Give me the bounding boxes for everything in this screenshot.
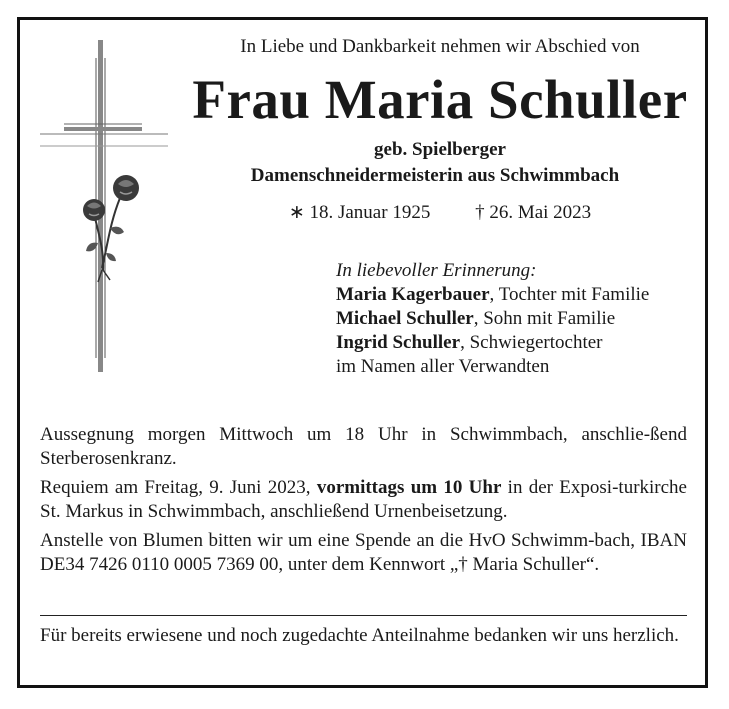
birth-date: ∗ 18. Januar 1925 [288,202,431,223]
thanks-paragraph: Für bereits erwiesene und noch zugedachte Anteilnahme bedanken wir uns herzlich. [40,625,679,646]
requiem-text-end: in der Exposi-turkirche St. Markus in Schwimmbach, anschließend Urnenbeisetzung. [40,477,687,522]
requiem-paragraph [40,476,687,524]
remembrance-block [336,259,706,379]
mourner-name: Michael Schuller [336,308,474,329]
remembrance-heading: In liebevoller Erinnerung: [336,260,537,281]
remembrance-closing: im Namen aller Verwandten [336,356,550,377]
cross-with-roses-icon [40,38,170,378]
divider [40,615,687,616]
requiem-time: vormittags um 10 Uhr [316,477,502,498]
death-date: † 26. Mai 2023 [475,202,592,223]
profession: Damenschneidermeisterin aus Schwimmbach [250,165,620,186]
mourner-line [336,307,706,331]
requiem-text: Requiem am Freitag, 9. Juni 2023, [40,477,317,498]
donation-paragraph: Anstelle von Blumen bitten wir um eine Spende an die HvO Schwimm-bach, IBAN DE34 7426 0110 0005 7369 00, unter dem Kennwort „† Maria Schuller“. [40,530,687,575]
mourner-relation: , Schwiegertochter [460,332,603,353]
mourner-line [336,283,706,307]
blessing-paragraph: Aussegnung morgen Mittwoch um 18 Uhr in Schwimmbach, anschlie-ßend Sterberosenkranz. [40,424,687,469]
mourner-relation: , Sohn mit Familie [473,308,616,329]
mourner-name: Maria Kagerbauer [336,284,490,305]
life-dates [190,201,690,224]
mourner-relation: , Tochter mit Familie [489,284,650,305]
service-details [40,423,687,582]
mourner-line [336,331,706,355]
intro-line: In Liebe und Dankbarkeit nehmen wir Abschied von [240,36,640,57]
mourner-name: Ingrid Schuller [336,332,461,353]
birth-name: geb. Spielberger [374,139,506,160]
deceased-name: Frau Maria Schuller [192,69,688,130]
